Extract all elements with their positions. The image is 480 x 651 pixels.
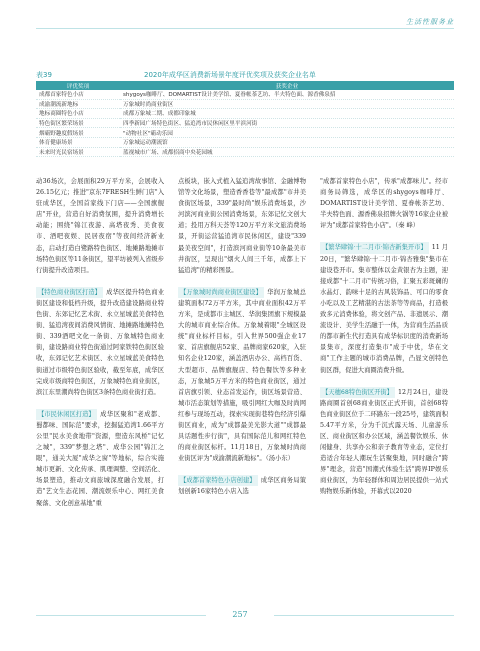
section-heading: 【市民休闲区打造】 [36,409,97,420]
paragraph: 【天穗68特色街区开街】 12月24日，建设路商圈首创68商业街区正式开街，首创68特色商业街区位于二环路东一段25号，建筑面积5.47平方米，分为千沉式露天场、儿童游乐区、商业街区和办公区域，涵盖餐饮娱乐、休闲健身、共享办公和亲子教育等业态，定位打造适合年轻人潮玩生活聚集地，同时融合"跨界"理念，营造"国潮式体验生活"跨界IP娱乐商业街区，为年轻群体和周边居民提供一站式购物娱乐新体验，开幕式以2020 [320,388,448,496]
section-heading: 【天穗68特色街区开街】 [320,387,395,398]
paragraph: 【特色商业街区打造】 成华区提升特色商业街区建设和低档升级，提升改造建设路商业特色街、东郊记忆艺术街、永立星城蓝美食特色街、猛追湾夜间消费风情街、地摊路地摊特色街、339酒吧文化一条街、万象城特色商业街，建设路商业特色街通过阿家铁特色街区验收，东郊记忆艺术街区、永立星城蓝美食特色街道过市级特色街区验收，截至年底，成华区完成市级商特色街区，万象城特色商业街区，滨江东里潮尚特色街区3条特色商业街打造。 [36,288,164,396]
table-row [36,147,454,157]
page-number: 257 [232,610,248,619]
footer-rule-left [36,615,206,616]
paragraph: 【成都首家特色小店创建】 成华区商务局策划创新16家特色小店入选 [178,477,306,496]
table-row [36,128,454,138]
column-header: 评优奖项 [36,81,120,90]
paragraph: "成都首家特色小店"，传承"成都味儿"。经市商务局筛选，成华区的shygoys咖啡厅、DOMARTIST设计美学馆、夏眷帐茶艺坊、半夫特色面、源香佛泉招牌火锅等16家企业被评为"成都首家特色小店"。（秦 峰） [320,178,448,230]
column-header: 获奖企业 [120,81,454,90]
running-title: 生活性服务业 [406,18,454,26]
text-column-right [320,176,448,498]
paragraph: 动36场次，会展面积29万平方米，会展收入26.15亿元；推进"京东7FRESH生鲜门店"入驻成华区，全国首家线下门店——全国旗舰店"开业，营造自好消费氛围，提升消费增长动能；围绕"锦江夜游、高塔夜秀、美食夜市、酒吧夜娱、民居夜宿"等夜间经济新业态，启动打造白鹭路特色街区、地摊路地摊市场特色街区等11条街区，望平坊被列入省级步行街提升改造项目。 [36,178,164,274]
paragraph: 【万象城时尚商业街区建设】 华润万象城总建筑面积72万平方米，其中商业面积42万平方米，是成都市主城区、华润集团旗下规模最大的城市商业综合体。万象城着眼"全城区设统"商业标杆目标，引入世界500强企业17家、首店旗舰店52家、品牌商家620家，入驻知名企业120家，涵盖酒店办公、高档百货、大型超市、品牌旗舰店、特色餐饮等多种业态，万象城5万平方米的特色商业街区，通过首店旗引领、业态首发运作，街区场景营造、城市活态策划等措施，吸引网红大咖及时尚网红参与现场互动，探索实现街巷特色经济引爆街区商业，成为"成都最美光影大道""成都最具话题性步行街"，具有国际范儿和网红特色的商业街区标杆。11月18日，万象城时尚商业街区评为"成渝潮流新地标"。（汤小东） [178,288,306,463]
text-column-middle [178,176,306,498]
award-cell: 成都首家特色小店 [36,90,120,99]
text-column-left [36,176,164,509]
section-heading: 【特色商业街区打造】 [36,287,103,298]
award-cell: 特色街区繁荣场景 [36,118,120,128]
paragraph: 【市民休闲区打造】 成华区聚和"老成都、蜀都味、国际范"要求，挖掘猛追湾1.66平方公里"民水美食地带"资源，塑造东风桥"记忆之城"，339"梦想之塔"、成华公园"锦江之眼"，通关大厦"成华之窗"等地标，综合实施城市更新、文化传承、肌理调整、空间活化、场景塑造，推动文商旅城深度融合发展，打造"艺文生态花园、潮流娱乐中心、网红美食聚落、文化创意基地"重 [36,410,164,507]
paragraph: 【繁华肆锦·十二月市·锦杏新集开市】 11月20日，"繁华肆锦·十二月市·锦杏雅集"集市在建设巷开市。集市整体以金黄银杏为主题，迎接成都"十二月市"传统习俗，汇聚五彩斑斓的水晶灯、韵味十足的古风装饰品、可口的零食小吃以及工艺精湛的古法茶等等商品，打造极致多元消费体验，将文创产品、非遗展示、潮流设计、美学生活融于一体，为营商生活品质的都市新生代打造具有成华标识度的消费新场景集市，深度打造集市"成于中优，华在文商"工作主题的城市消费品牌，凸显文创特色街区群，促进大商圈消费升级。 [320,244,448,374]
award-cell: 地标商圈特色小店 [36,109,120,119]
table-row [36,99,454,109]
winner-cell: "动物社区"霸动乐园 [120,128,454,138]
award-cell: 体育健康场景 [36,137,120,147]
section-heading: 【成都首家特色小店创建】 [178,475,258,486]
table-header-row [36,81,454,90]
award-cell: 未来时光民宿场景 [36,147,120,157]
section-heading: 【繁华肆锦·十二月市·锦杏新集开市】 [320,242,429,253]
table-row [36,109,454,119]
table-caption: 2020年成华区消费新场景年度评优奖项及获奖企业名单 [144,71,316,79]
winner-cell: 蓝视城市广场、成都招商中央花园城 [120,147,454,157]
table-label: 表39 [36,71,52,79]
winner-cell: 四季新园广场特色街区、猛追湾市民休闲区里平滨河街 [120,118,454,128]
table-title-row [36,70,454,81]
winner-cell: 万象城时尚商业街区 [120,99,454,109]
winner-cell: shygoys咖啡厅、DOMARTIST设计美学馆、夏眷帐茶艺坊、半夫特色面、源香佛泉招 [120,90,454,99]
paragraph: 点板块，嵌入式植入猛追湾故事馆、金融博物馆等文化场景，塑造香香巷等"最成都"市井美食街区场景，339"最时尚"娱乐消费场景，沙河滨河商业街公园消费场景，东郊记忆文创大道；投用万科天荟等120万平方米文旅消费场景，开街运营猛追湾市民休闲区，建设"339最美夜空间"，打造滨河商业街等10条最美市井街区，呈现出"烟火人间三千年，成都上下猛追湾"的精彩图景。 [178,178,306,274]
award-cell: 成渝潮流新地标 [36,99,120,109]
footer-rule-right [274,615,454,616]
winner-cell: 成都万象城二期、成都印象城 [120,109,454,119]
section-heading: 【万象城时尚商业街区建设】 [178,287,264,298]
table-row [36,118,454,128]
award-table [36,81,454,157]
header-rule [36,28,454,29]
winner-cell: 万象城运动潮流馆 [120,137,454,147]
table-row [36,137,454,147]
award-cell: 烟霸野趣度假场景 [36,128,120,138]
table-row [36,90,454,99]
